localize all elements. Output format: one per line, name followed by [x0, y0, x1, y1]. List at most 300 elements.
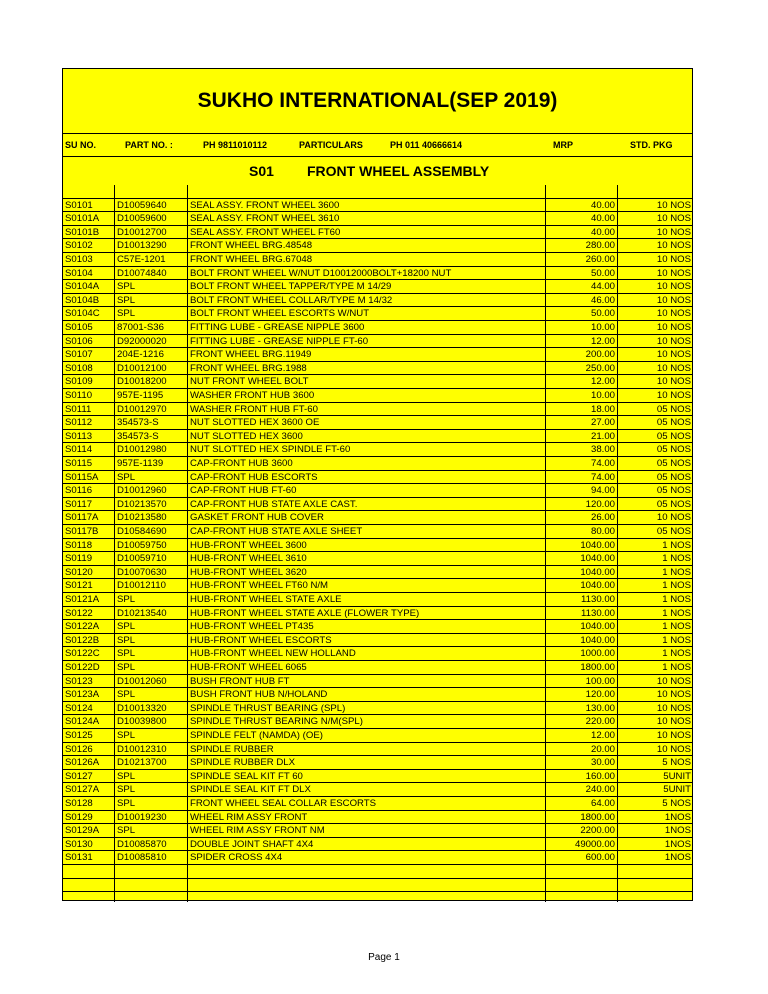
part-no-cell: D10059600 — [117, 213, 167, 225]
std-pkg-cell: 10 NOS — [656, 281, 691, 293]
su-no-cell: S0103 — [65, 254, 93, 265]
particulars-cell: FRONT WHEEL BRG.67048 — [190, 254, 313, 265]
mrp-cell: 220.00 — [585, 716, 615, 728]
particulars-cell: HUB-FRONT WHEEL 3620 — [190, 566, 307, 578]
table-row — [63, 239, 692, 253]
su-no-cell: S0123 — [65, 675, 93, 687]
particulars-cell: SPINDLE SEAL KIT FT DLX — [190, 784, 311, 796]
particulars-cell: HUB-FRONT WHEEL FT60 N/M — [190, 580, 329, 592]
su-no-cell: S0104A — [65, 281, 100, 293]
header-std-pkg: STD. PKG — [630, 140, 673, 150]
particulars-cell: FITTING LUBE - GREASE NIPPLE 3600 — [190, 322, 365, 333]
table-row — [63, 593, 692, 607]
su-no-cell: S0122A — [65, 621, 100, 633]
particulars-cell: WHEEL RIM ASSY FRONT NM — [190, 825, 325, 837]
table-row — [63, 389, 692, 403]
particulars-cell: SPIDER CROSS 4X4 — [190, 852, 283, 864]
su-no-cell: S0130 — [65, 838, 93, 850]
mrp-cell: 64.00 — [590, 798, 615, 809]
std-pkg-cell: 1 NOS — [662, 580, 691, 592]
mrp-cell: 1040.00 — [580, 634, 615, 646]
header-su-no: SU NO. — [65, 140, 97, 150]
su-no-cell: S0121 — [65, 580, 93, 592]
std-pkg-cell: 1 NOS — [662, 634, 691, 646]
table-row — [63, 471, 692, 485]
part-no-cell: D10013290 — [117, 240, 167, 252]
mrp-cell: 250.00 — [585, 362, 615, 374]
mrp-cell: 1040.00 — [580, 621, 615, 633]
su-no-cell: S0112 — [65, 417, 93, 429]
mrp-cell: 1040.00 — [580, 539, 615, 551]
particulars-cell: SEAL ASSY. FRONT WHEEL FT60 — [190, 226, 341, 238]
part-no-cell: D10012060 — [117, 675, 167, 687]
su-no-cell: S0123A — [65, 689, 100, 701]
particulars-cell: CAP-FRONT HUB STATE AXLE SHEET — [190, 526, 363, 537]
part-no-cell: D10012980 — [117, 444, 167, 456]
mrp-cell: 120.00 — [585, 689, 615, 701]
column-divider — [617, 185, 618, 902]
std-pkg-cell: 10 NOS — [656, 349, 691, 361]
table-row — [63, 457, 692, 471]
header-phone-2: PH 011 40666614 — [390, 140, 463, 150]
column-header-row — [63, 133, 692, 157]
std-pkg-cell: 10 NOS — [656, 199, 691, 211]
particulars-cell: FITTING LUBE - GREASE NIPPLE FT-60 — [190, 335, 369, 347]
part-no-cell: C57E-1201 — [117, 254, 166, 265]
std-pkg-cell: 10 NOS — [656, 254, 691, 265]
table-row — [63, 253, 692, 267]
table-row — [63, 566, 692, 580]
part-no-cell: SPL — [117, 825, 136, 837]
su-no-cell: S0107 — [65, 349, 93, 361]
part-no-cell: SPL — [117, 308, 136, 320]
part-no-cell: SPL — [117, 730, 136, 741]
su-no-cell: S0101A — [65, 213, 100, 225]
std-pkg-cell: 5 NOS — [662, 757, 691, 769]
su-no-cell: S0116 — [65, 485, 93, 497]
su-no-cell: S0117 — [65, 498, 93, 510]
mrp-cell: 40.00 — [590, 213, 615, 225]
su-no-cell: S0102 — [65, 240, 93, 252]
part-no-cell: D10018200 — [117, 376, 167, 388]
su-no-cell: S0104C — [65, 308, 100, 320]
su-no-cell: S0126A — [65, 757, 100, 769]
header-phone-1: PH 9811010112 — [203, 140, 268, 150]
particulars-cell: FRONT WHEEL BRG.1988 — [190, 362, 307, 374]
mrp-cell: 1040.00 — [580, 553, 615, 565]
mrp-cell: 120.00 — [585, 498, 615, 510]
table-row — [63, 511, 692, 525]
table-row — [63, 416, 692, 430]
std-pkg-cell: 1 NOS — [662, 539, 691, 551]
mrp-cell: 80.00 — [590, 526, 615, 537]
mrp-cell: 12.00 — [590, 730, 615, 741]
table-row — [63, 838, 692, 852]
std-pkg-cell: 05 NOS — [656, 526, 691, 537]
table-row — [63, 783, 692, 797]
part-no-cell: 957E-1195 — [117, 390, 164, 401]
std-pkg-cell: 05 NOS — [656, 403, 691, 415]
std-pkg-cell: 1NOS — [664, 811, 691, 823]
table-row — [63, 865, 692, 879]
part-no-cell: SPL — [117, 798, 136, 809]
std-pkg-cell: 1 NOS — [662, 621, 691, 633]
su-no-cell: S0113 — [65, 430, 93, 442]
particulars-cell: BUSH FRONT HUB FT — [190, 675, 290, 687]
particulars-cell: NUT SLOTTED HEX SPINDLE FT-60 — [190, 444, 351, 456]
su-no-cell: S0129 — [65, 811, 93, 823]
part-no-cell: 354573-S — [117, 430, 159, 442]
table-row — [63, 715, 692, 729]
su-no-cell: S0128 — [65, 798, 93, 809]
column-divider — [187, 185, 188, 902]
mrp-cell: 1800.00 — [580, 811, 615, 823]
su-no-cell: S0115A — [65, 471, 99, 483]
su-no-cell: S0108 — [65, 362, 93, 374]
particulars-cell: BOLT FRONT WHEEL COLLAR/TYPE M 14/32 — [190, 294, 393, 306]
mrp-cell: 130.00 — [585, 702, 615, 714]
part-no-cell: D10584690 — [117, 526, 167, 537]
std-pkg-cell: 5UNIT — [663, 770, 691, 782]
sheet-title: SUKHO INTERNATIONAL(SEP 2019) — [197, 89, 558, 112]
particulars-cell: CAP-FRONT HUB 3600 — [190, 458, 293, 469]
std-pkg-cell: 5 NOS — [662, 798, 691, 809]
std-pkg-cell: 1 NOS — [662, 662, 691, 673]
table-row — [63, 185, 692, 199]
su-no-cell: S0126 — [65, 743, 93, 755]
std-pkg-cell: 10 NOS — [656, 390, 691, 401]
su-no-cell: S0118 — [65, 539, 93, 551]
page-number: Page 1 — [368, 952, 400, 963]
part-no-cell: SPL — [117, 689, 136, 701]
std-pkg-cell: 05 NOS — [656, 430, 691, 442]
header-part-no: PART NO. : — [125, 140, 173, 150]
su-no-cell: S0117B — [65, 526, 99, 537]
mrp-cell: 1130.00 — [581, 594, 615, 605]
su-no-cell: S0106 — [65, 335, 93, 347]
std-pkg-cell: 10 NOS — [656, 240, 691, 252]
part-no-cell: D10059640 — [117, 199, 167, 211]
table-row — [63, 226, 692, 240]
section-heading-row — [63, 157, 692, 185]
std-pkg-cell: 1NOS — [664, 838, 691, 850]
section-code: S01 — [249, 163, 274, 179]
table-row — [63, 199, 692, 213]
mrp-cell: 260.00 — [585, 254, 615, 265]
std-pkg-cell: 10 NOS — [656, 294, 691, 306]
table-row — [63, 811, 692, 825]
part-no-cell: D10059750 — [117, 539, 167, 551]
std-pkg-cell: 10 NOS — [656, 512, 691, 524]
particulars-cell: BOLT FRONT WHEEL W/NUT D10012000BOLT+18200 NUT — [190, 267, 452, 279]
table-row — [63, 647, 692, 661]
table-row — [63, 702, 692, 716]
particulars-cell: HUB-FRONT WHEEL 3610 — [190, 553, 307, 565]
std-pkg-cell: 5UNIT — [663, 784, 691, 796]
table-row — [63, 335, 692, 349]
part-no-cell: SPL — [117, 594, 136, 605]
mrp-cell: 12.00 — [590, 335, 615, 347]
part-no-cell: SPL — [117, 784, 136, 796]
su-no-cell: S0120 — [65, 566, 93, 578]
su-no-cell: S0131 — [65, 852, 93, 864]
particulars-cell: HUB-FRONT WHEEL STATE AXLE — [190, 594, 342, 605]
particulars-cell: SPINDLE RUBBER DLX — [190, 757, 296, 769]
mrp-cell: 1040.00 — [580, 566, 615, 578]
mrp-cell: 74.00 — [590, 458, 615, 469]
part-no-cell: SPL — [117, 281, 136, 293]
mrp-cell: 44.00 — [590, 281, 615, 293]
table-row — [63, 579, 692, 593]
column-divider — [545, 185, 546, 902]
part-no-cell: 87001-S36 — [117, 322, 164, 333]
std-pkg-cell: 10 NOS — [656, 308, 691, 320]
mrp-cell: 49000.00 — [574, 838, 615, 850]
std-pkg-cell: 10 NOS — [656, 213, 691, 225]
particulars-cell: CAP-FRONT HUB STATE AXLE CAST. — [190, 498, 358, 510]
su-no-cell: S0124A — [65, 716, 100, 728]
std-pkg-cell: 10 NOS — [656, 743, 691, 755]
part-no-cell: SPL — [117, 294, 136, 306]
price-list-sheet — [62, 68, 693, 901]
part-no-cell: D10074840 — [117, 267, 167, 279]
su-no-cell: S0127 — [65, 770, 93, 782]
table-row — [63, 362, 692, 376]
particulars-cell: WASHER FRONT HUB FT-60 — [190, 403, 318, 415]
su-no-cell: S0129A — [65, 825, 100, 837]
particulars-cell: HUB-FRONT WHEEL ESCORTS — [190, 634, 332, 646]
header-mrp: MRP — [553, 140, 573, 150]
mrp-cell: 2200.00 — [580, 825, 615, 837]
mrp-cell: 100.00 — [585, 675, 615, 687]
mrp-cell: 20.00 — [590, 743, 615, 755]
su-no-cell: S0110 — [65, 390, 93, 401]
part-no-cell: SPL — [117, 770, 136, 782]
mrp-cell: 1800.00 — [580, 662, 615, 673]
part-no-cell: D10213540 — [117, 607, 167, 619]
table-row — [63, 634, 692, 648]
table-row — [63, 552, 692, 566]
mrp-cell: 10.00 — [590, 390, 615, 401]
std-pkg-cell: 05 NOS — [656, 471, 691, 483]
table-row — [63, 430, 692, 444]
particulars-cell: WHEEL RIM ASSY FRONT — [190, 811, 308, 823]
mrp-cell: 600.00 — [585, 852, 615, 864]
std-pkg-cell: 05 NOS — [656, 444, 691, 456]
std-pkg-cell: 05 NOS — [656, 485, 691, 497]
part-no-cell: D10012960 — [117, 485, 167, 497]
su-no-cell: S0122 — [65, 607, 93, 619]
part-no-cell: D10085810 — [117, 852, 167, 864]
std-pkg-cell: 1 NOS — [662, 566, 691, 578]
std-pkg-cell: 1 NOS — [662, 648, 691, 660]
std-pkg-cell: 05 NOS — [656, 458, 691, 469]
part-no-cell: D10070630 — [117, 566, 167, 578]
particulars-cell: NUT SLOTTED HEX 3600 OE — [190, 417, 320, 429]
particulars-cell: CAP-FRONT HUB FT-60 — [190, 485, 297, 497]
part-no-cell: SPL — [117, 662, 136, 673]
std-pkg-cell: 10 NOS — [656, 267, 691, 279]
table-row — [63, 443, 692, 457]
part-no-cell: SPL — [117, 621, 136, 633]
table-row — [63, 879, 692, 893]
std-pkg-cell: 10 NOS — [656, 226, 691, 238]
parts-table — [63, 185, 692, 902]
table-row — [63, 851, 692, 865]
table-row — [63, 661, 692, 675]
su-no-cell: S0101B — [65, 226, 100, 238]
table-row — [63, 607, 692, 621]
mrp-cell: 74.00 — [590, 471, 615, 483]
part-no-cell: SPL — [117, 471, 136, 483]
std-pkg-cell: 10 NOS — [656, 730, 691, 741]
part-no-cell: D10012310 — [117, 743, 167, 755]
part-no-cell: 957E-1139 — [117, 458, 164, 469]
table-row — [63, 797, 692, 811]
su-no-cell: S0105 — [65, 322, 93, 333]
mrp-cell: 12.00 — [590, 376, 615, 388]
std-pkg-cell: 05 NOS — [656, 417, 691, 429]
particulars-cell: SEAL ASSY. FRONT WHEEL 3600 — [190, 199, 340, 211]
part-no-cell: D10013320 — [117, 702, 167, 714]
particulars-cell: HUB-FRONT WHEEL NEW HOLLAND — [190, 648, 356, 660]
mrp-cell: 94.00 — [590, 485, 615, 497]
particulars-cell: SPINDLE RUBBER — [190, 743, 274, 755]
particulars-cell: HUB-FRONT WHEEL PT435 — [190, 621, 314, 633]
su-no-cell: S0101 — [65, 199, 93, 211]
std-pkg-cell: 10 NOS — [656, 322, 691, 333]
su-no-cell: S0124 — [65, 702, 93, 714]
mrp-cell: 1040.00 — [580, 580, 615, 592]
std-pkg-cell: 05 NOS — [656, 498, 691, 510]
std-pkg-cell: 10 NOS — [656, 689, 691, 701]
su-no-cell: S0115 — [65, 458, 93, 469]
std-pkg-cell: 1 NOS — [662, 553, 691, 565]
particulars-cell: FRONT WHEEL SEAL COLLAR ESCORTS — [190, 798, 377, 809]
mrp-cell: 10.00 — [590, 322, 615, 333]
particulars-cell: BOLT FRONT WHEEL TAPPER/TYPE M 14/29 — [190, 281, 392, 293]
part-no-cell: 354573-S — [117, 417, 159, 429]
table-row — [63, 267, 692, 281]
std-pkg-cell: 10 NOS — [656, 716, 691, 728]
particulars-cell: SPINDLE THRUST BEARING (SPL) — [190, 702, 346, 714]
mrp-cell: 27.00 — [590, 417, 615, 429]
su-no-cell: S0109 — [65, 376, 93, 388]
su-no-cell: S0117A — [65, 512, 99, 524]
table-row — [63, 824, 692, 838]
mrp-cell: 240.00 — [585, 784, 615, 796]
table-row — [63, 756, 692, 770]
particulars-cell: SPINDLE FELT (NAMDA) (OE) — [190, 730, 323, 741]
table-row — [63, 294, 692, 308]
std-pkg-cell: 1 NOS — [662, 607, 691, 619]
table-row — [63, 770, 692, 784]
mrp-cell: 200.00 — [585, 349, 615, 361]
std-pkg-cell: 10 NOS — [656, 362, 691, 374]
part-no-cell: D10085870 — [117, 838, 167, 850]
su-no-cell: S0111 — [65, 403, 92, 415]
su-no-cell: S0122D — [65, 662, 100, 673]
part-no-cell: D10012110 — [117, 580, 166, 592]
table-row — [63, 729, 692, 743]
std-pkg-cell: 1 NOS — [662, 594, 691, 605]
mrp-cell: 280.00 — [585, 240, 615, 252]
mrp-cell: 1130.00 — [581, 607, 615, 619]
mrp-cell: 26.00 — [590, 512, 615, 524]
su-no-cell: S0104 — [65, 267, 93, 279]
table-row — [63, 539, 692, 553]
table-row — [63, 375, 692, 389]
table-row — [63, 484, 692, 498]
part-no-cell: D10039800 — [117, 716, 167, 728]
mrp-cell: 1000.00 — [580, 648, 615, 660]
mrp-cell: 50.00 — [590, 267, 615, 279]
su-no-cell: S0119 — [65, 553, 93, 565]
table-row — [63, 321, 692, 335]
part-no-cell: D10213700 — [117, 757, 167, 769]
part-no-cell: D92000020 — [117, 335, 167, 347]
mrp-cell: 46.00 — [590, 294, 615, 306]
particulars-cell: FRONT WHEEL BRG.48548 — [190, 240, 313, 252]
particulars-cell: BUSH FRONT HUB N/HOLAND — [190, 689, 328, 701]
particulars-cell: DOUBLE JOINT SHAFT 4X4 — [190, 838, 314, 850]
particulars-cell: BOLT FRONT WHEEL ESCORTS W/NUT — [190, 308, 370, 320]
part-no-cell: D10012700 — [117, 226, 167, 238]
std-pkg-cell: 10 NOS — [656, 675, 691, 687]
table-row — [63, 675, 692, 689]
section-name: FRONT WHEEL ASSEMBLY — [307, 163, 490, 179]
particulars-cell: NUT SLOTTED HEX 3600 — [190, 430, 303, 442]
mrp-cell: 18.00 — [590, 403, 615, 415]
su-no-cell: S0122C — [65, 648, 100, 660]
mrp-cell: 50.00 — [590, 308, 615, 320]
particulars-cell: SPINDLE SEAL KIT FT 60 — [190, 770, 303, 782]
std-pkg-cell: 10 NOS — [656, 376, 691, 388]
table-row — [63, 620, 692, 634]
su-no-cell: S0104B — [65, 294, 100, 306]
particulars-cell: GASKET FRONT HUB COVER — [190, 512, 324, 524]
particulars-cell: HUB-FRONT WHEEL 6065 — [190, 662, 307, 673]
particulars-cell: SPINDLE THRUST BEARING N/M(SPL) — [190, 716, 363, 728]
su-no-cell: S0114 — [65, 444, 93, 456]
part-no-cell: SPL — [117, 648, 136, 660]
mrp-cell: 21.00 — [590, 430, 615, 442]
part-no-cell: D10012970 — [117, 403, 167, 415]
mrp-cell: 38.00 — [590, 444, 615, 456]
su-no-cell: S0125 — [65, 730, 93, 741]
table-row — [63, 212, 692, 226]
std-pkg-cell: 1NOS — [664, 825, 691, 837]
su-no-cell: S0127A — [65, 784, 100, 796]
su-no-cell: S0121A — [65, 594, 100, 605]
particulars-cell: SEAL ASSY. FRONT WHEEL 3610 — [190, 213, 340, 225]
particulars-cell: WASHER FRONT HUB 3600 — [190, 390, 315, 401]
header-particulars: PARTICULARS — [299, 140, 363, 150]
table-row — [63, 307, 692, 321]
particulars-cell: CAP-FRONT HUB ESCORTS — [190, 471, 318, 483]
table-row — [63, 403, 692, 417]
part-no-cell: D10019230 — [117, 811, 167, 823]
column-divider — [114, 185, 115, 902]
mrp-cell: 30.00 — [590, 757, 615, 769]
particulars-cell: FRONT WHEEL BRG.11949 — [190, 349, 312, 361]
part-no-cell: D10213570 — [117, 498, 167, 510]
part-no-cell: D10213580 — [117, 512, 167, 524]
mrp-cell: 160.00 — [585, 770, 615, 782]
mrp-cell: 40.00 — [590, 199, 615, 211]
table-row — [63, 498, 692, 512]
particulars-cell: HUB-FRONT WHEEL STATE AXLE (FLOWER TYPE) — [190, 607, 420, 619]
